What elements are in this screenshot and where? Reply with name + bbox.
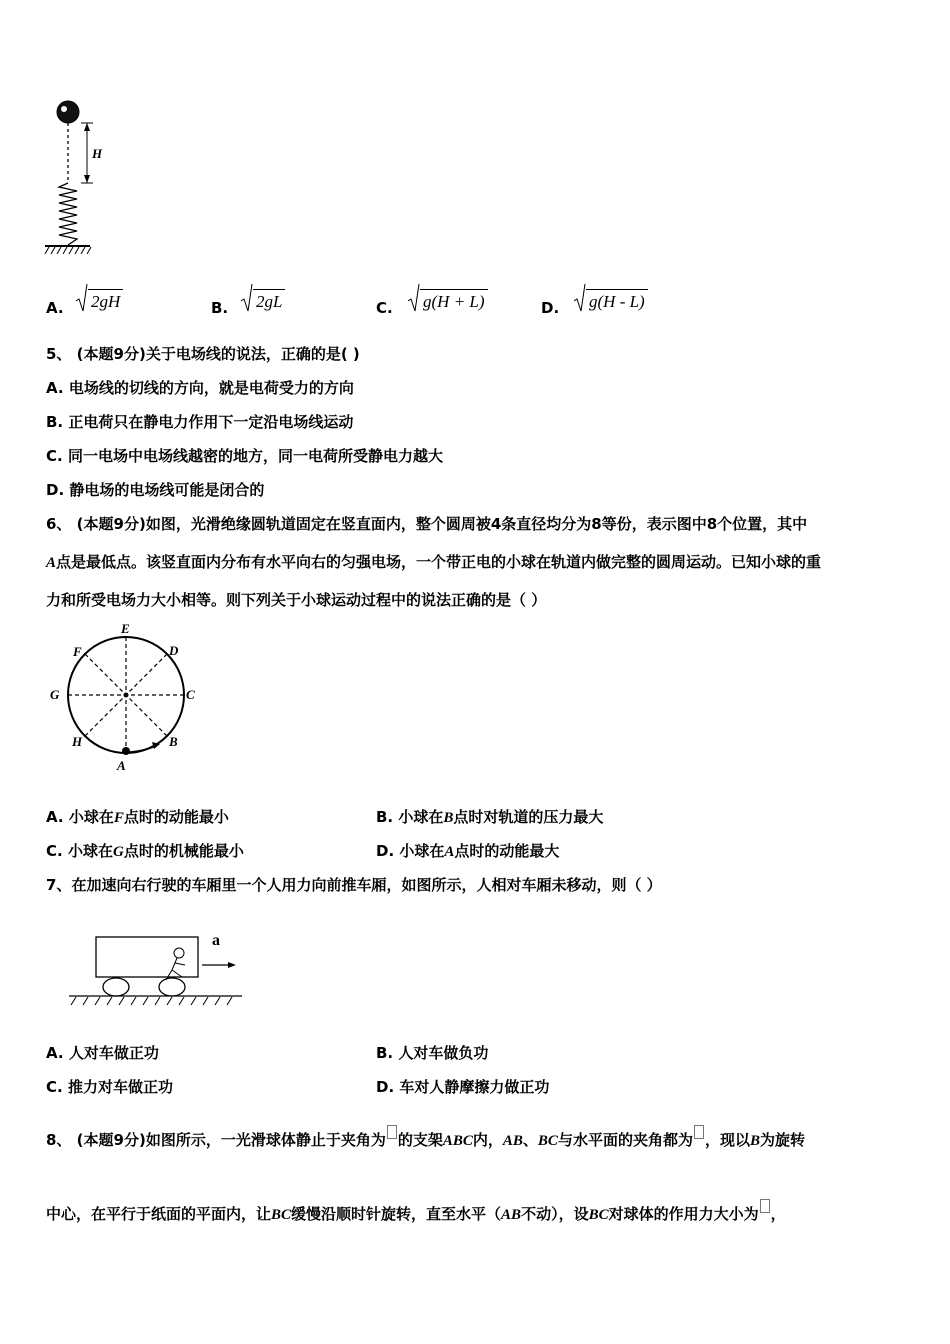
small-ball (122, 747, 130, 755)
label-a: A (117, 758, 126, 773)
label-e: E (121, 621, 130, 636)
q4-option-c: C. (376, 299, 393, 317)
q7-option-b: B. 人对车做负功 (376, 1044, 489, 1062)
label-g: G (50, 687, 60, 702)
q4-option-d-expr: g(H - L) (574, 289, 648, 312)
q6-stem-line1: 6、 (本题9分)如图，光滑绝缘圆轨道固定在竖直面内，整个圆周被4条直径均分为8等份，表示图中8个位置，其中 (46, 515, 808, 533)
q5-option-d: D. 静电场的电场线可能是闭合的 (46, 481, 265, 499)
q5-option-b: B. 正电荷只在静电力作用下一定沿电场线运动 (46, 413, 354, 431)
cart-figure (64, 925, 249, 1015)
ball (57, 101, 79, 123)
q4-option-c-expr: g(H + L) (408, 289, 488, 312)
q6-option-d: D. 小球在A点时的动能最大 (376, 842, 560, 860)
q4-option-d: D. (541, 299, 560, 317)
label-b: B (169, 734, 178, 749)
q7-option-a: A. 人对车做正功 (46, 1044, 159, 1062)
label-d: D (169, 643, 179, 658)
q6-option-b: B. 小球在B点时对轨道的压力最大 (376, 808, 604, 826)
circle-track-figure (44, 618, 204, 778)
q5-stem: 5、 (本题9分)关于电场线的说法，正确的是( ) (46, 345, 360, 363)
q6-option-a: A. 小球在F点时的动能最小 (46, 808, 229, 826)
q6-stem-line2: A点是最低点。该竖直面内分布有水平向右的匀强电场，一个带正电的小球在轨道内做完整的圆周运动。已知小球的重 (46, 553, 822, 571)
q5-option-a: A. 电场线的切线的方向，就是电荷受力的方向 (46, 379, 354, 397)
q4-option-b-expr: 2gL (241, 289, 285, 312)
accel-label: a (212, 932, 220, 949)
label-h: H (72, 734, 83, 749)
q7-option-c: C. 推力对车做正功 (46, 1078, 173, 1096)
q6-stem-line3: 力和所受电场力大小相等。则下列关于小球运动过程中的说法正确的是（ ） (46, 591, 547, 609)
q5-option-c: C. 同一电场中电场线越密的地方，同一电荷所受静电力越大 (46, 447, 443, 465)
label-f: F (73, 644, 82, 659)
force-placeholder-icon (760, 1199, 770, 1213)
spring-figure (40, 95, 115, 260)
angle-placeholder-icon (694, 1125, 704, 1139)
spring (59, 183, 77, 245)
q4-option-b: B. (211, 299, 229, 317)
q4-option-a: A. (46, 299, 64, 317)
q7-stem: 7、在加速向右行驶的车厢里一个人用力向前推车厢，如图所示，人相对车厢未移动，则（ ） (46, 876, 662, 894)
angle-placeholder-icon (387, 1125, 397, 1139)
label-h: H (92, 146, 103, 161)
label-c: C (186, 687, 195, 702)
q6-option-c: C. 小球在G点时的机械能最小 (46, 842, 244, 860)
q4-option-a-expr: 2gH (76, 289, 123, 312)
q7-option-d: D. 车对人静摩擦力做正功 (376, 1078, 550, 1096)
q8-stem-line1: 8、 (本题9分)如图所示，一光滑球体静止于夹角为 的支架ABC内，AB、BC与水平面的夹角都为 ，现以B为旋转 (46, 1125, 805, 1151)
q8-stem-line2: 中心，在平行于纸面的平面内，让BC缓慢沿顺时针旋转，直至水平（AB不动），设BC对球体的作用力大小为 ， (46, 1199, 786, 1225)
